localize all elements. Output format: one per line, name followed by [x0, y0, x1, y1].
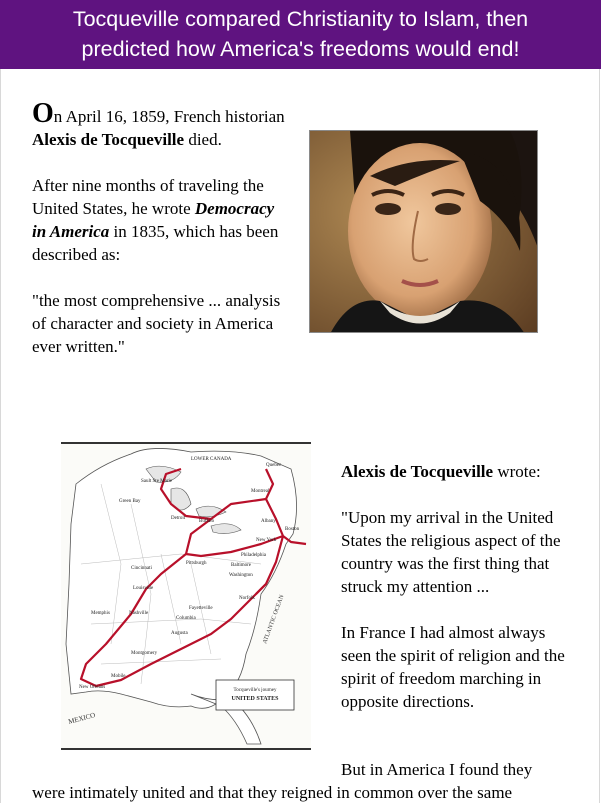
svg-text:Mobile: Mobile [111, 674, 126, 679]
quote-paragraph-1: "Upon my arrival in the United States the religious aspect of the country was the first thing that struck my attention ... [341, 508, 561, 596]
svg-text:Sault Ste Marie: Sault Ste Marie [141, 479, 173, 484]
svg-text:Columbia: Columbia [176, 616, 196, 621]
svg-text:ATLANTIC OCEAN: ATLANTIC OCEAN [262, 594, 286, 645]
svg-text:Boston: Boston [285, 527, 300, 532]
svg-text:Albany: Albany [261, 519, 276, 524]
quote-wrote: wrote: [493, 462, 541, 481]
quote-column [341, 460, 576, 736]
intro-text: died. [184, 130, 222, 149]
svg-text:Tocqueville's journey: Tocqueville's journey [233, 688, 277, 693]
intro-text: in 1835, which has been described as: [32, 222, 279, 264]
svg-text:Washington: Washington [229, 573, 253, 578]
drop-cap: O [32, 98, 54, 129]
svg-text:Fayetteville: Fayetteville [189, 606, 213, 611]
quote-author: Alexis de Tocqueville [341, 462, 494, 481]
svg-text:New Orleans: New Orleans [79, 685, 106, 690]
svg-text:Quebec: Quebec [266, 463, 282, 468]
quote-paragraph-3-start: But in America I found they [341, 760, 533, 779]
svg-text:Augusta: Augusta [171, 631, 188, 636]
svg-text:Montgomery: Montgomery [131, 651, 158, 656]
svg-text:Louisville: Louisville [133, 586, 154, 591]
svg-text:UNITED STATES: UNITED STATES [231, 696, 279, 702]
svg-text:Montreal: Montreal [251, 489, 270, 494]
headline-line-1: Tocqueville compared Christianity to Islam, then [72, 7, 529, 31]
headline-line-2: predicted how America's freedoms would end! [81, 37, 520, 61]
intro-column [32, 98, 290, 381]
svg-text:Cincinnati: Cincinnati [131, 566, 152, 571]
svg-text:MEXICO: MEXICO [67, 711, 97, 726]
intro-paragraph-1 [32, 98, 290, 151]
headline-banner [0, 0, 601, 69]
book-title: Democracy in America [32, 199, 275, 241]
quote-paragraph-3-continuation: were intimately united and that they reigned in common over the same [32, 783, 513, 802]
intro-text: After nine months of traveling the United States, he wrote [32, 176, 264, 218]
svg-text:Baltimore: Baltimore [231, 563, 251, 568]
svg-text:Memphis: Memphis [91, 611, 110, 616]
svg-text:Philadelphia: Philadelphia [241, 553, 266, 558]
quote-paragraph-2: In France I had almost always seen the spirit of religion and the spirit of freedom marching in opposite directions. [341, 623, 565, 711]
svg-text:New York: New York [256, 538, 277, 543]
svg-text:LOWER CANADA: LOWER CANADA [191, 457, 232, 462]
svg-text:Norfolk: Norfolk [239, 596, 255, 601]
intro-paragraph-2 [32, 174, 290, 266]
svg-text:Nashville: Nashville [129, 611, 149, 616]
svg-text:Detroit: Detroit [171, 516, 186, 521]
author-name: Alexis de Tocqueville [32, 130, 185, 149]
svg-text:Green Bay: Green Bay [119, 499, 141, 504]
quote-attribution [341, 460, 576, 483]
tocqueville-portrait [309, 130, 538, 333]
svg-text:Buffalo: Buffalo [199, 519, 215, 524]
journey-map [61, 442, 311, 750]
intro-text: n April 16, 1859, French historian [53, 107, 285, 126]
intro-quote: "the most comprehensive ... analysis of character and society in America ever written." [32, 291, 281, 356]
svg-text:Pittsburgh: Pittsburgh [186, 561, 207, 566]
